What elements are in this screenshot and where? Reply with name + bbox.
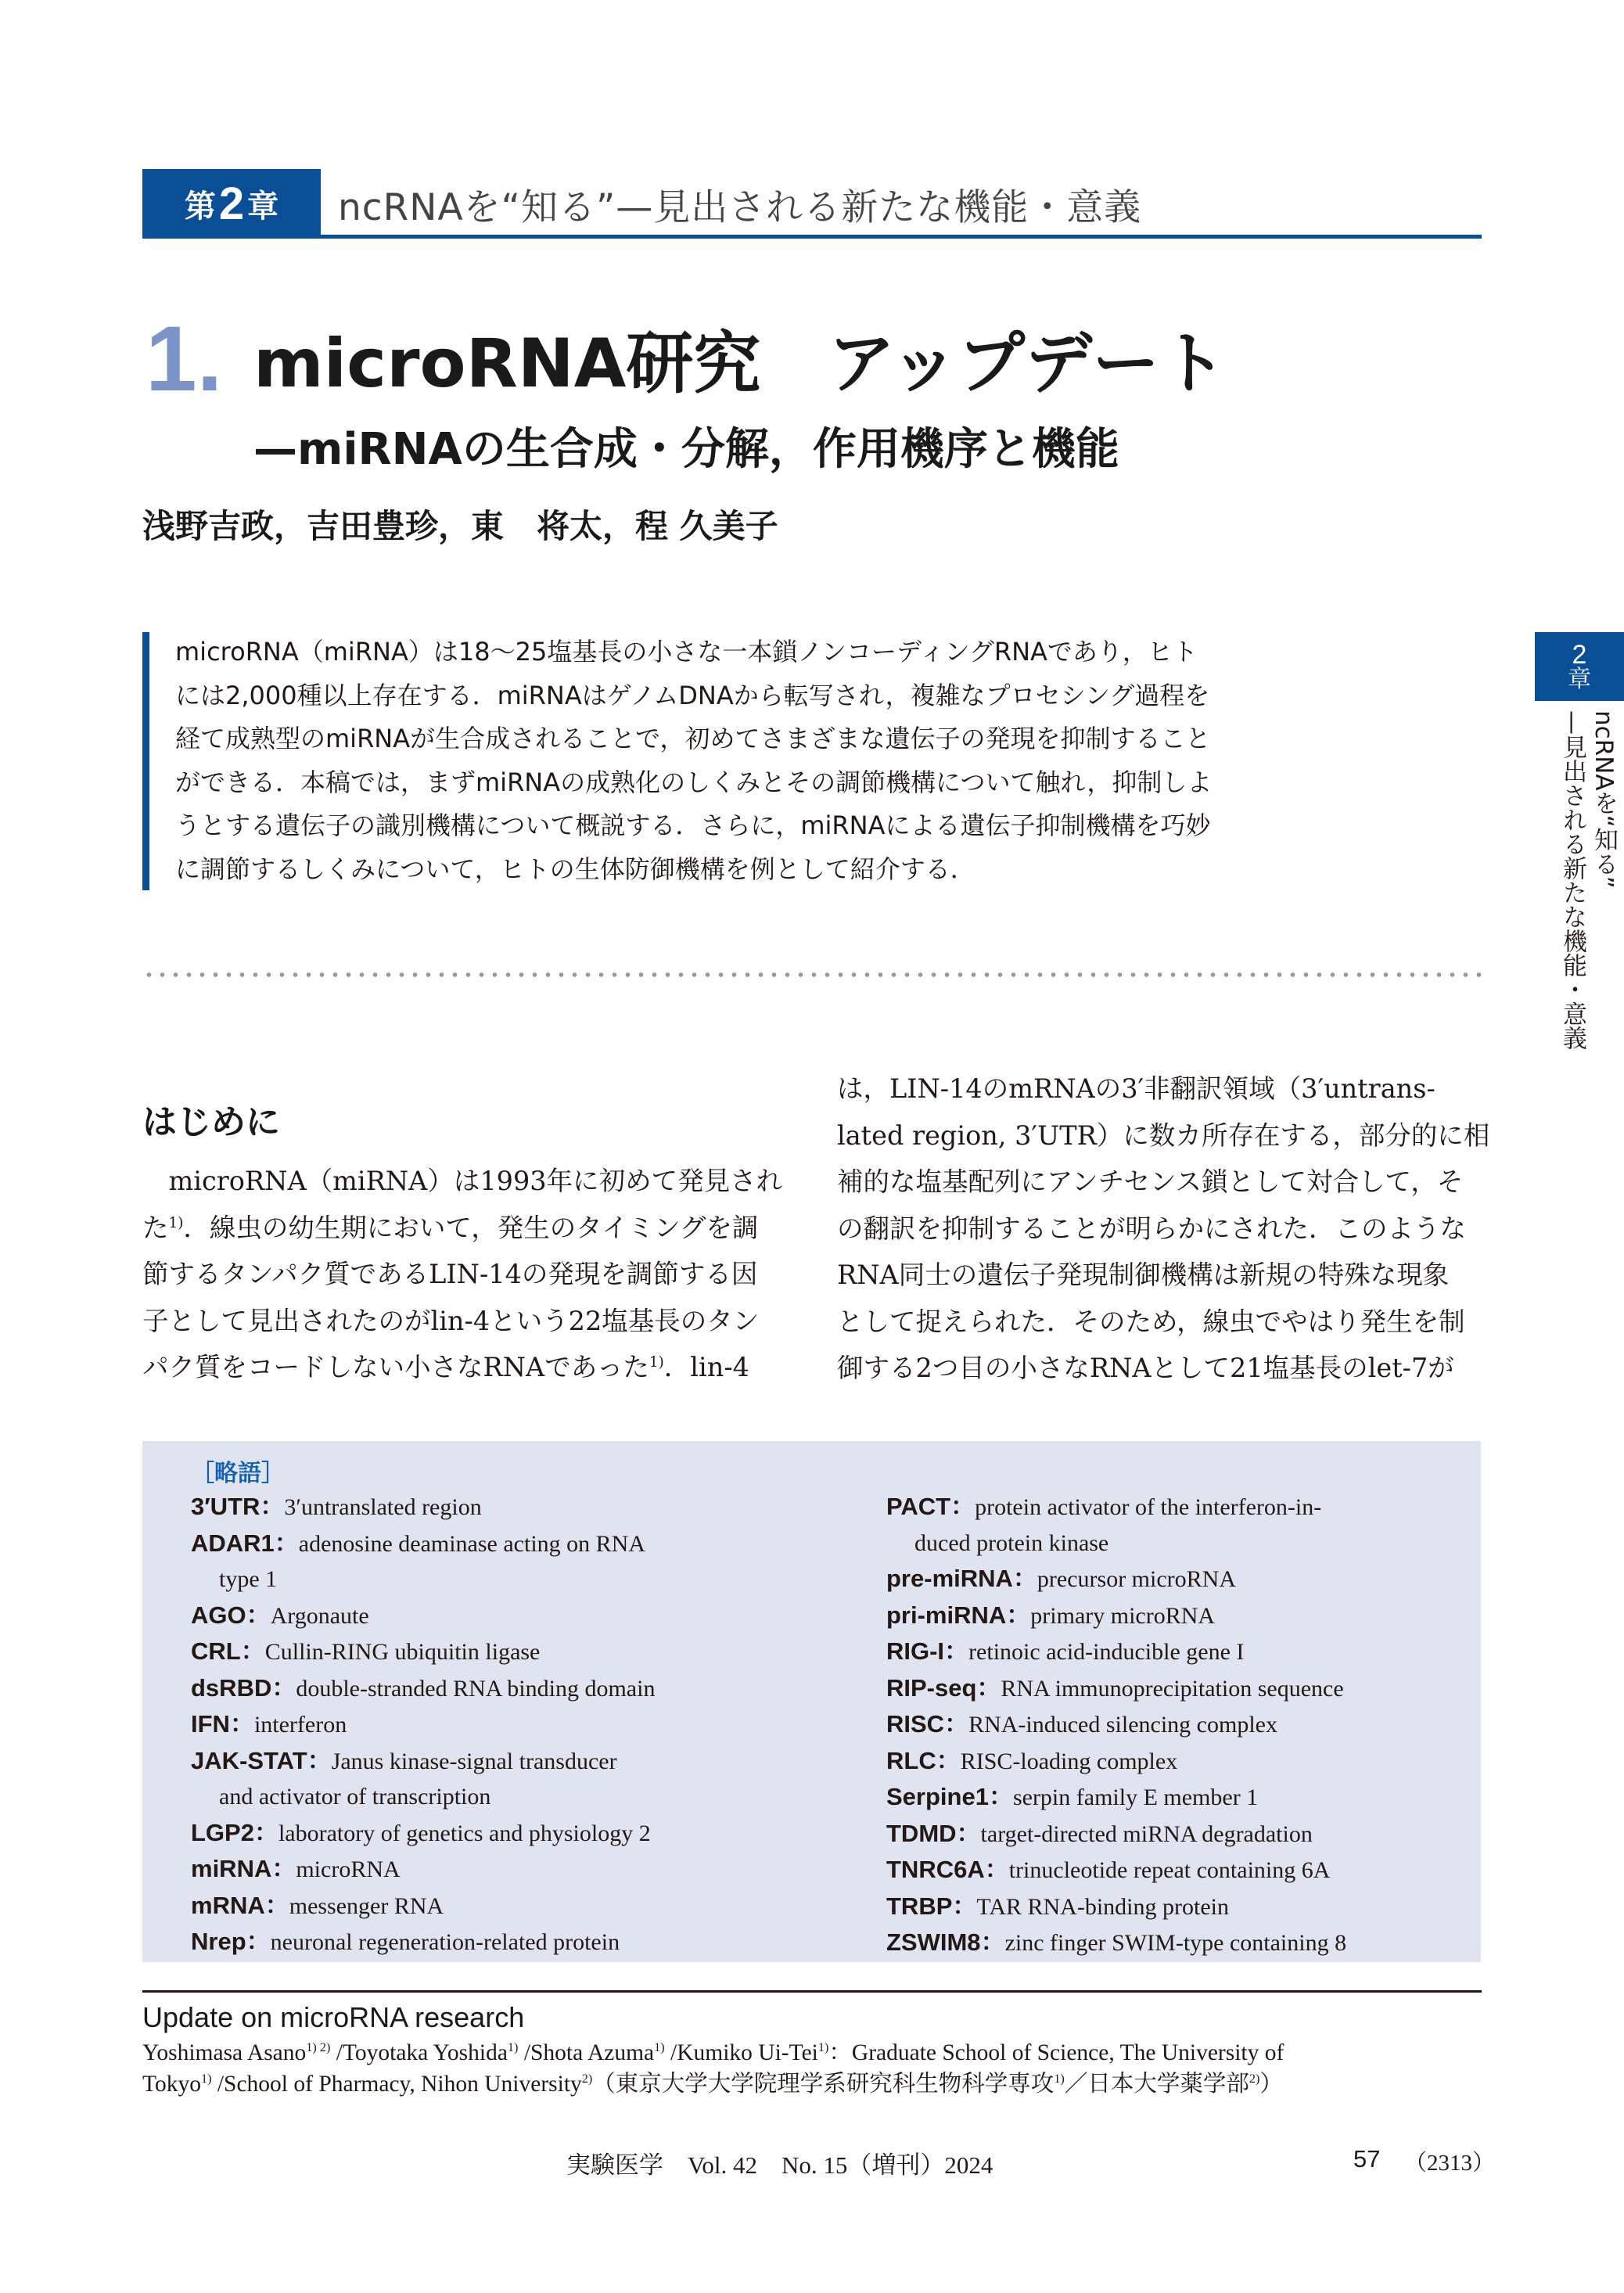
abstract-accent-bar (142, 632, 149, 890)
abbreviation-separator: ： (307, 1746, 332, 1774)
abbreviation-item (886, 1852, 1481, 1889)
abbreviation-term: JAK-STAT (191, 1746, 307, 1774)
affiliation-line (142, 2037, 1482, 2068)
abbreviation-separator: ： (980, 1928, 1005, 1956)
abbreviation-term: RIG-I (886, 1637, 945, 1665)
abbreviation-item (191, 1633, 817, 1670)
body-line (142, 1158, 784, 1205)
abbreviation-separator: ： (984, 1856, 1009, 1883)
chapter-number: 2 (218, 178, 245, 229)
abbreviation-term: pre-miRNA (886, 1565, 1013, 1592)
body-text: 子として見出されたのがlin-4という22塩基長のタン (142, 1305, 760, 1336)
abbreviation-separator: ： (936, 1746, 961, 1774)
abstract-line: うとする遺伝子の識別機構について概説する．さらに，miRNAによる遺伝子抑制機構を巧妙 (175, 810, 1211, 840)
abbreviation-term: Nrep (191, 1928, 246, 1955)
abbreviation-definition-cont: type 1 (219, 1566, 278, 1592)
abbreviation-term: AGO (191, 1601, 246, 1629)
abbreviations-heading: ［略語］ (191, 1460, 285, 1487)
chapter-prefix: 第 (184, 188, 216, 225)
abbreviation-item (886, 1925, 1481, 1961)
abbreviation-separator: ： (976, 1673, 1001, 1702)
abbreviation-term: TNRC6A (886, 1856, 985, 1883)
abbreviation-definition: precursor microRNA (1037, 1566, 1236, 1592)
body-text: パク質をコードしない小さなRNAであった (142, 1352, 649, 1382)
english-affiliations (142, 2037, 1482, 2100)
authors: 浅野吉政，吉田豊珍，東 将太，程 久美子 (142, 507, 778, 545)
abbreviation-item (886, 1561, 1481, 1598)
affiliation-ref: 1) (507, 2040, 519, 2055)
abbreviation-definition: zinc finger SWIM-type containing 8 (1004, 1930, 1347, 1956)
abbreviation-item (886, 1598, 1481, 1634)
body-line (142, 1344, 784, 1391)
abstract-line: microRNA（miRNA）は18～25塩基長の小さな一本鎖ノンコーディングRNAであり，ヒト (175, 637, 1198, 667)
abbreviation-item (191, 1743, 817, 1815)
side-chapter-kanji: 章 (1568, 666, 1591, 693)
article-subtitle: —miRNAの生合成・分解，作用機序と機能 (253, 424, 1119, 475)
abbreviation-definition: microRNA (296, 1856, 401, 1882)
abbreviation-term: RISC (886, 1710, 945, 1738)
dotted-separator (142, 972, 1482, 977)
abbreviation-item (191, 1888, 817, 1925)
abbreviation-separator: ： (956, 1819, 981, 1847)
abbreviations-column-right (886, 1489, 1481, 1961)
side-chapter-number: 2 (1572, 640, 1587, 670)
affiliation-ref: 2) (581, 2072, 593, 2086)
affiliation-ref: 1) (200, 2072, 212, 2086)
abbreviation-item (191, 1706, 817, 1743)
abbreviation-item (886, 1743, 1481, 1780)
side-title-line2: —見出される新たな機能・意義 (1558, 710, 1586, 1050)
abbreviation-definition: RISC-loading complex (960, 1748, 1178, 1774)
affiliation-ref: 1) 2) (306, 2040, 331, 2055)
body-text: た (142, 1212, 169, 1243)
abbreviation-term: Serpine1 (886, 1783, 989, 1810)
page-number: 57 (1353, 2145, 1381, 2173)
abbreviation-item (886, 1706, 1481, 1743)
body-line (142, 1205, 784, 1252)
side-chapter-title (1557, 710, 1619, 1062)
abbreviation-definition: serpin family E member 1 (1012, 1784, 1259, 1810)
abstract-line: 経て成熟型のmiRNAが生合成されることで，初めてさまざまな遺伝子の発現を抑制すること (175, 724, 1211, 753)
abbreviation-separator: ： (260, 1493, 285, 1520)
affiliation-text: Yoshimasa Asano (142, 2040, 307, 2065)
body-line (142, 1251, 784, 1298)
abbreviation-separator: ： (274, 1529, 299, 1557)
abbreviation-term: dsRBD (191, 1673, 272, 1702)
abbreviation-item (886, 1779, 1481, 1816)
abstract (175, 631, 1302, 891)
chapter-suffix: 章 (247, 188, 279, 225)
abbreviation-item (886, 1633, 1481, 1670)
abbreviation-definition: Janus kinase-signal transducer (331, 1748, 617, 1774)
abbreviation-item (886, 1816, 1481, 1853)
body-line: lated region, 3′UTR）に数カ所存在する，部分的に相 (837, 1120, 1490, 1151)
section-heading: はじめに (142, 1102, 280, 1142)
abbreviation-term: 3′UTR (191, 1493, 260, 1520)
abbreviation-term: RIP-seq (886, 1673, 977, 1702)
affiliation-ref: 1) (1054, 2072, 1065, 2086)
citation-ref: 1) (168, 1214, 184, 1231)
body-line (142, 1298, 784, 1345)
abbreviation-separator: ： (988, 1783, 1013, 1810)
affiliation-text: /School of Pharmacy, Nihon University (211, 2072, 582, 2097)
affiliation-text: （東京大学大学院理学系研究科生物科学専攻 (592, 2072, 1055, 2097)
footer-rule (142, 1990, 1482, 1993)
affiliation-ref: 2) (1249, 2072, 1260, 2086)
citation-ref: 1) (649, 1353, 664, 1371)
abbreviation-definition: Cullin-RING ubiquitin ligase (264, 1639, 541, 1665)
abbreviation-definition: adenosine deaminase acting on RNA (298, 1530, 645, 1557)
abbreviation-separator: ： (271, 1673, 296, 1702)
volume-page-number: （2313） (1404, 2151, 1496, 2176)
article-number: 1. (146, 307, 223, 411)
abbreviation-definition: neuronal regeneration-related protein (270, 1929, 620, 1955)
body-line: は，LIN-14のmRNAの3′非翻訳領域（3′untrans- (837, 1073, 1435, 1104)
affiliation-line (142, 2068, 1482, 2100)
abbreviation-definition: TAR RNA-binding protein (976, 1893, 1229, 1920)
abbreviation-term: TDMD (886, 1819, 957, 1847)
journal-citation: 実験医学 Vol. 42 No. 15（増刊）2024 (566, 2151, 993, 2179)
affiliation-text: Tokyo (142, 2072, 201, 2097)
abbreviation-item (191, 1598, 817, 1634)
abbreviation-item (191, 1851, 817, 1888)
body-column-right (837, 1066, 1490, 1392)
abbreviation-separator: ： (229, 1710, 254, 1738)
abbreviation-definition: interferon (253, 1712, 347, 1738)
side-title-line1: ncRNAを“知る” (1590, 710, 1618, 889)
abbreviation-term: PACT (886, 1493, 951, 1520)
affiliation-text: /Kumiko Ui-Tei (664, 2040, 818, 2065)
article-title: microRNA研究 アップデート (253, 325, 1227, 403)
affiliation-ref: 1) (654, 2040, 665, 2055)
affiliation-ref: 1) (817, 2040, 829, 2055)
abbreviation-term: TRBP (886, 1892, 953, 1920)
abbreviation-definition: 3′untranslated region (284, 1494, 482, 1520)
abbreviation-separator: ： (944, 1710, 969, 1738)
body-line: の翻訳を抑制することが明らかにされた．このような (837, 1213, 1466, 1244)
abbreviation-definition: Argonaute (270, 1602, 369, 1629)
abbreviation-separator: ： (1006, 1601, 1031, 1629)
abbreviation-definition-cont: and activator of transcription (219, 1784, 491, 1810)
abbreviation-item (886, 1889, 1481, 1925)
affiliation-text: /Toyotaka Yoshida (330, 2040, 508, 2065)
abbreviation-definition: RNA immunoprecipitation sequence (1001, 1675, 1344, 1702)
abbreviation-separator: ： (264, 1891, 289, 1919)
affiliation-text: ：Graduate School of Science, The University of (828, 2040, 1284, 2065)
abbreviation-item (191, 1526, 817, 1598)
abbreviation-separator: ： (1012, 1565, 1037, 1592)
chapter-rule (142, 235, 1482, 239)
affiliation-text: /Shota Azuma (518, 2040, 655, 2065)
abbreviation-term: IFN (191, 1710, 230, 1738)
abbreviations-column-left (191, 1489, 817, 1961)
abbreviation-separator: ： (271, 1855, 296, 1882)
body-text: ．lin-4 (663, 1352, 749, 1382)
side-chapter-tab[interactable] (1535, 632, 1624, 701)
body-column-left (142, 1158, 784, 1391)
abbreviation-definition: laboratory of genetics and physiology 2 (278, 1820, 651, 1846)
abstract-line: ができる．本稿では，まずmiRNAの成熟化のしくみとその調節機構について触れ，抑制しよ (175, 767, 1213, 797)
chapter-title: ncRNAを“知る”—見出される新たな機能・意義 (338, 186, 1142, 229)
body-line: RNA同士の遺伝子発現制御機構は新規の特殊な現象 (837, 1260, 1450, 1290)
abstract-line: に調節するしくみについて，ヒトの生体防御機構を例として紹介する． (175, 854, 975, 884)
body-text: microRNA（miRNA）は1993年に初めて発見され (142, 1166, 783, 1196)
abbreviation-term: miRNA (191, 1855, 272, 1882)
abbreviation-separator: ： (246, 1928, 271, 1955)
abbreviation-item (191, 1489, 817, 1526)
body-text: ．線虫の幼生期において，発生のタイミングを調 (183, 1212, 759, 1243)
abbreviation-separator: ： (240, 1637, 265, 1665)
body-text: 節するタンパク質であるLIN-14の発現を調節する因 (142, 1259, 758, 1289)
abbreviation-definition: double-stranded RNA binding domain (296, 1675, 656, 1702)
abbreviation-term: ZSWIM8 (886, 1928, 981, 1956)
body-line: として捉えられた．そのため，線虫でやはり発生を制 (837, 1306, 1465, 1337)
abbreviation-term: mRNA (191, 1891, 265, 1919)
abbreviation-definition: trinucleotide repeat containing 6A (1008, 1857, 1331, 1883)
affiliation-text: ） (1259, 2072, 1283, 2097)
affiliation-text: ／日本大学薬学部 (1064, 2072, 1249, 2097)
abbreviation-item (191, 1815, 817, 1852)
body-line: 補的な塩基配列にアンチセンス鎖として対合して，そ (837, 1166, 1464, 1197)
abbreviation-term: LGP2 (191, 1818, 254, 1846)
abstract-line: には2,000種以上存在する．miRNAはゲノムDNAから転写され，複雑なプロセシング過程を (175, 680, 1210, 710)
abbreviation-separator: ： (944, 1637, 969, 1665)
abbreviation-definition: target-directed miRNA degradation (980, 1820, 1313, 1847)
abbreviation-definition: primary microRNA (1030, 1602, 1216, 1629)
abbreviation-definition: retinoic acid-inducible gene I (968, 1639, 1245, 1665)
abbreviation-separator: ： (246, 1601, 271, 1629)
abbreviation-item (886, 1670, 1481, 1707)
abbreviation-item (886, 1489, 1481, 1561)
abbreviation-term: CRL (191, 1637, 241, 1665)
abbreviation-item (191, 1924, 817, 1961)
abbreviation-term: pri-miRNA (886, 1601, 1007, 1629)
chapter-badge (142, 169, 321, 238)
abbreviation-definition: messenger RNA (289, 1892, 444, 1919)
abbreviation-definition: protein activator of the interferon-in- (975, 1494, 1322, 1520)
abbreviation-term: RLC (886, 1746, 936, 1774)
abbreviation-term: ADAR1 (191, 1529, 275, 1557)
english-title: Update on microRNA research (142, 2001, 525, 2033)
abbreviation-separator: ： (952, 1892, 977, 1920)
abbreviation-definition: RNA-induced silencing complex (968, 1712, 1277, 1738)
body-line: 御する2つ目の小さなRNAとして21塩基長のlet-7が (837, 1353, 1454, 1383)
abbreviation-separator: ： (950, 1493, 975, 1520)
abbreviation-definition-cont: duced protein kinase (914, 1529, 1109, 1556)
abbreviation-item (191, 1670, 817, 1707)
abbreviation-separator: ： (253, 1818, 278, 1846)
